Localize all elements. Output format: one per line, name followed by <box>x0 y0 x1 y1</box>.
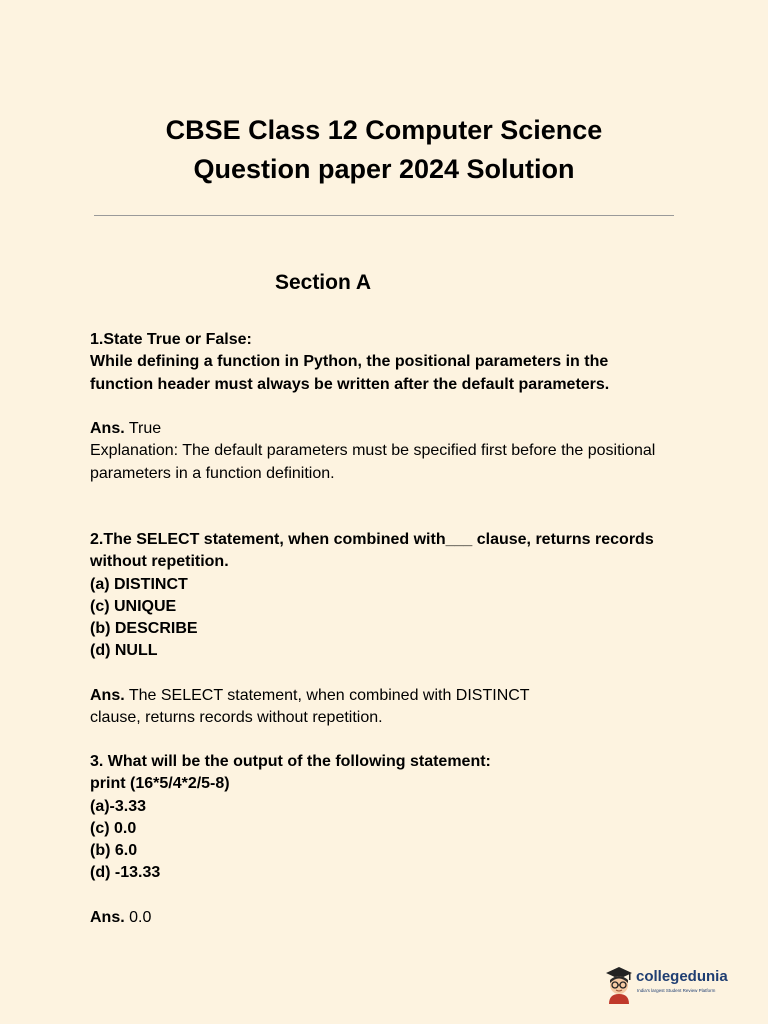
answer-label: Ans. <box>90 909 125 926</box>
option-d: (d) -13.33 <box>90 864 161 882</box>
answer-1-line <box>90 418 690 440</box>
option-b: (b) 6.0 <box>90 842 138 860</box>
section-heading: Section A <box>274 271 372 294</box>
answer-2 <box>90 685 690 730</box>
answer-text: The SELECT statement, when combined with DISTINCT <box>124 687 530 704</box>
mascot-icon <box>603 964 635 1004</box>
option-c: (c) UNIQUE <box>90 597 177 615</box>
explanation-line: parameters in a function definition. <box>90 464 335 482</box>
explanation-line: Explanation: The default parameters must be specified first before the positional <box>90 442 656 460</box>
option-d: (d) NULL <box>90 642 158 660</box>
title-line-2: Question paper 2024 Solution <box>193 154 575 184</box>
answer-2-continuation: clause, returns records without repetition. <box>90 709 383 727</box>
title-line-1: CBSE Class 12 Computer Science <box>165 115 603 145</box>
option-c: (c) 0.0 <box>90 819 137 837</box>
answer-text: True <box>124 420 162 437</box>
option-a: (a)-3.33 <box>90 797 147 815</box>
answer-3 <box>90 907 690 929</box>
answer-2-line <box>90 685 690 707</box>
answer-3-line <box>90 907 690 929</box>
option-a: (a) DISTINCT <box>90 575 188 593</box>
option-b: (b) DESCRIBE <box>90 620 198 638</box>
question-3-code: print (16*5/4*2/5-8) <box>90 775 230 793</box>
answer-label: Ans. <box>90 420 125 437</box>
question-2-line: without repetition. <box>90 553 229 571</box>
question-2-line: 2.The SELECT statement, when combined with___ clause, returns records <box>90 531 654 548</box>
question-3 <box>90 751 690 885</box>
question-2 <box>90 529 690 663</box>
answer-text: 0.0 <box>124 909 152 926</box>
answer-label: Ans. <box>90 687 125 704</box>
answer-1 <box>90 418 690 485</box>
document-title <box>0 111 768 189</box>
logo-tagline: India's largest Student Review Platform <box>637 988 716 993</box>
question-1 <box>90 329 690 396</box>
title-divider <box>94 215 674 216</box>
question-1-line: While defining a function in Python, the positional parameters in the <box>90 353 609 371</box>
question-1-line: 1.State True or False: <box>90 331 252 348</box>
logo-wordmark: collegedunia <box>636 968 728 985</box>
collegedunia-logo[interactable] <box>603 964 727 1004</box>
question-3-line: 3. What will be the output of the following statement: <box>90 753 491 770</box>
question-1-line: function header must always be written after the default parameters. <box>90 375 610 393</box>
